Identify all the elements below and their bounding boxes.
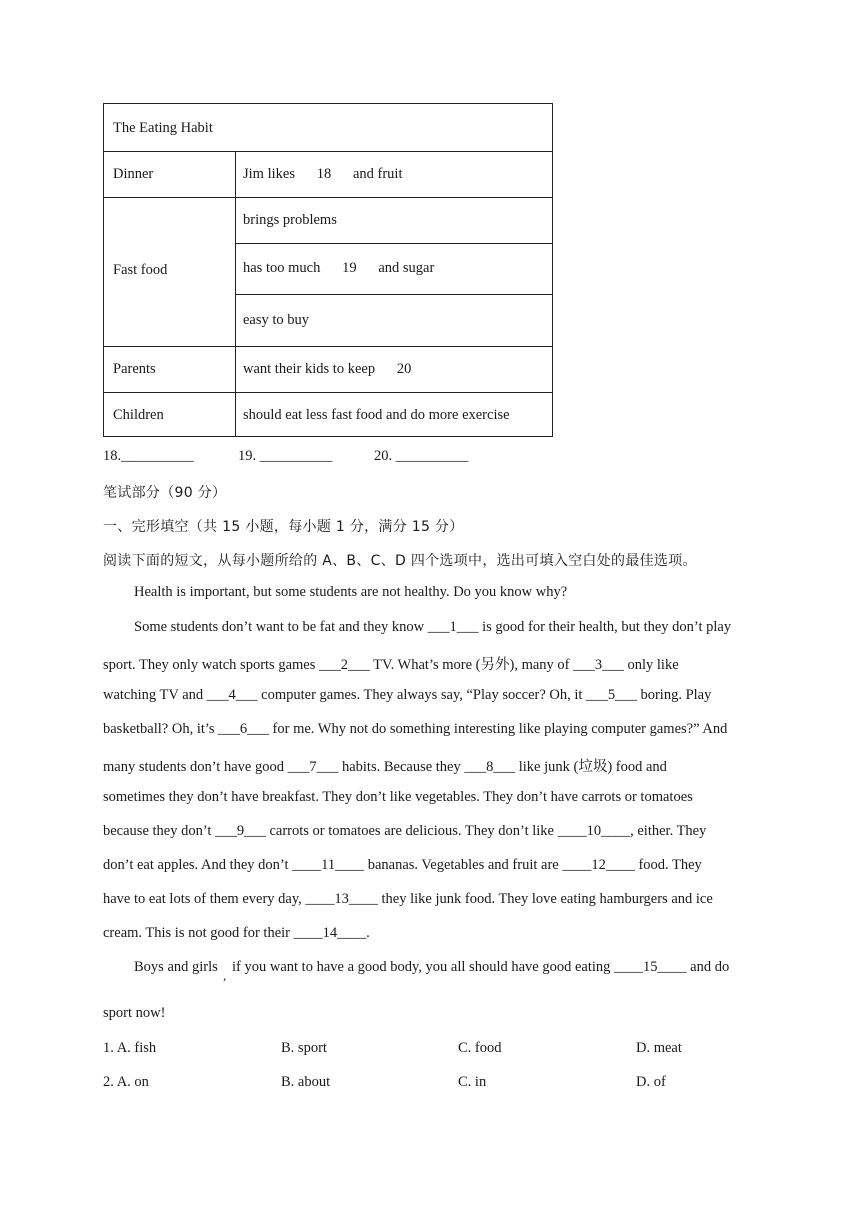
row-value-fast-food-3: easy to buy	[243, 312, 310, 328]
passage-line: Health is important, but some students are not healthy. Do you know why?	[134, 584, 568, 600]
row-label-dinner: Dinner	[113, 166, 154, 182]
table-rule	[104, 197, 552, 198]
answer-blank-20[interactable]: 20. __________	[374, 448, 469, 464]
passage-line: because they don’t ___9___ carrots or tomatoes are delicious. They don’t like ____10____, either. They	[103, 823, 707, 839]
row-value-parents: want their kids to keep 20	[243, 361, 412, 377]
passage-line: watching TV and ___4___ computer games. They always say, “Play soccer? Oh, it ___5___ boring. Play	[103, 687, 712, 703]
table-rule	[235, 243, 552, 244]
question-2-option-c[interactable]: C. in	[458, 1074, 487, 1090]
question-1-option-c[interactable]: C. food	[458, 1040, 502, 1056]
row-value-fast-food-1: brings problems	[243, 212, 337, 228]
passage-line: sport now!	[103, 1005, 166, 1021]
row-label-parents: Parents	[113, 361, 156, 377]
row-value-children: should eat less fast food and do more exercise	[243, 407, 510, 423]
passage-line: have to eat lots of them every day, ____13____ they like junk food. They love eating hamburgers and ice	[103, 891, 713, 907]
eating-habit-table	[103, 103, 553, 437]
part-title: 一、完形填空（共 15 小题，每小题 1 分，满分 15 分）	[103, 519, 464, 535]
passage-line: Boys and girls	[134, 959, 218, 975]
answer-blank-18[interactable]: 18.__________	[103, 448, 194, 464]
passage-line: if you want to have a good body, you all should have good eating ____15____ and do	[232, 959, 730, 975]
row-label-fast-food: Fast food	[113, 262, 168, 278]
row-value-fast-food-2: has too much 19 and sugar	[243, 260, 435, 276]
passage-line: sometimes they don’t have breakfast. They don’t like vegetables. They don’t have carrots or tomatoes	[103, 789, 693, 805]
table-rule	[104, 346, 552, 347]
passage-line: cream. This is not good for their ____14____.	[103, 925, 370, 941]
question-2-option-a[interactable]: 2. A. on	[103, 1074, 149, 1090]
answer-blank-19[interactable]: 19. __________	[238, 448, 333, 464]
question-1-option-b[interactable]: B. sport	[281, 1040, 327, 1056]
passage-line: don’t eat apples. And they don’t ____11____ bananas. Vegetables and fruit are ____12____ food. They	[103, 857, 702, 873]
passage-comma: ,	[223, 968, 227, 983]
question-1-option-d[interactable]: D. meat	[636, 1040, 682, 1056]
row-label-children: Children	[113, 407, 164, 423]
question-2-option-d[interactable]: D. of	[636, 1074, 666, 1090]
passage-line: sport. They only watch sports games ___2___ TV. What’s more (另外), many of ___3___ only like	[103, 657, 679, 673]
table-column-divider	[235, 151, 236, 436]
passage-line: many students don’t have good ___7___ habits. Because they ___8___ like junk (垃圾) food and	[103, 759, 667, 775]
question-2-option-b[interactable]: B. about	[281, 1074, 331, 1090]
table-title: The Eating Habit	[113, 120, 213, 136]
instruction: 阅读下面的短文，从每小题所给的 A、B、C、D 四个选项中，选出可填入空白处的最佳选项。	[103, 553, 697, 569]
passage-line: Some students don’t want to be fat and they know ___1___ is good for their health, but they don’t play	[134, 619, 732, 635]
table-rule	[104, 392, 552, 393]
table-rule	[104, 151, 552, 152]
table-rule	[235, 294, 552, 295]
section-title: 笔试部分（90 分）	[103, 485, 227, 501]
row-value-dinner: Jim likes 18 and fruit	[243, 166, 403, 182]
question-1-option-a[interactable]: 1. A. fish	[103, 1040, 157, 1056]
passage-line: basketball? Oh, it’s ___6___ for me. Why not do something interesting like playing computer games?” And	[103, 721, 728, 737]
